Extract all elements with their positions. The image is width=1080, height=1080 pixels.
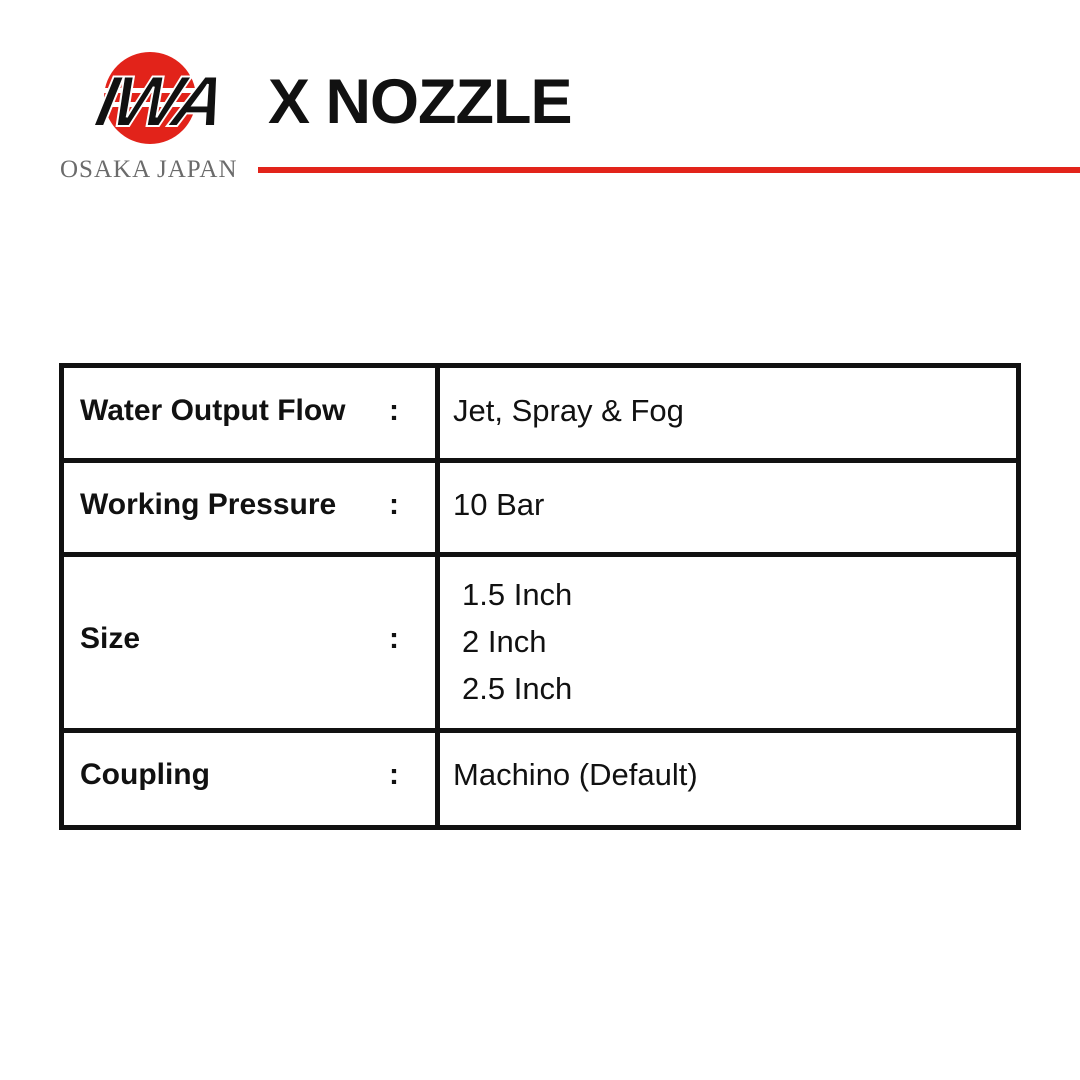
iwa-logo-icon <box>58 52 248 152</box>
product-title: X NOZZLE <box>268 67 572 137</box>
size-option: 2 Inch <box>462 624 547 659</box>
title-underline <box>258 167 1080 173</box>
brand-logo <box>58 52 248 187</box>
spec-colon: : <box>389 394 399 427</box>
spec-label: Coupling <box>80 758 210 791</box>
logo-subtitle: OSAKA JAPAN <box>60 156 238 183</box>
spec-value: Machino (Default) <box>453 757 698 792</box>
spec-row-coupling <box>64 733 1016 825</box>
size-option: 1.5 Inch <box>462 577 573 612</box>
spec-row-size <box>64 557 1016 733</box>
spec-row-working-pressure <box>64 463 1016 557</box>
spec-colon: : <box>389 488 399 521</box>
spec-label: Size <box>80 622 141 655</box>
size-option: 2.5 Inch <box>462 671 573 706</box>
spec-table <box>59 363 1021 830</box>
spec-row-water-output-flow <box>64 368 1016 463</box>
spec-colon: : <box>389 622 399 655</box>
logo-wordmark: IWA <box>88 61 230 142</box>
spec-label: Working Pressure <box>80 488 337 521</box>
spec-value: Jet, Spray & Fog <box>453 393 684 428</box>
spec-label: Water Output Flow <box>80 394 346 427</box>
size-list <box>462 571 572 712</box>
spec-colon: : <box>389 758 399 791</box>
spec-value: 10 Bar <box>453 487 545 522</box>
